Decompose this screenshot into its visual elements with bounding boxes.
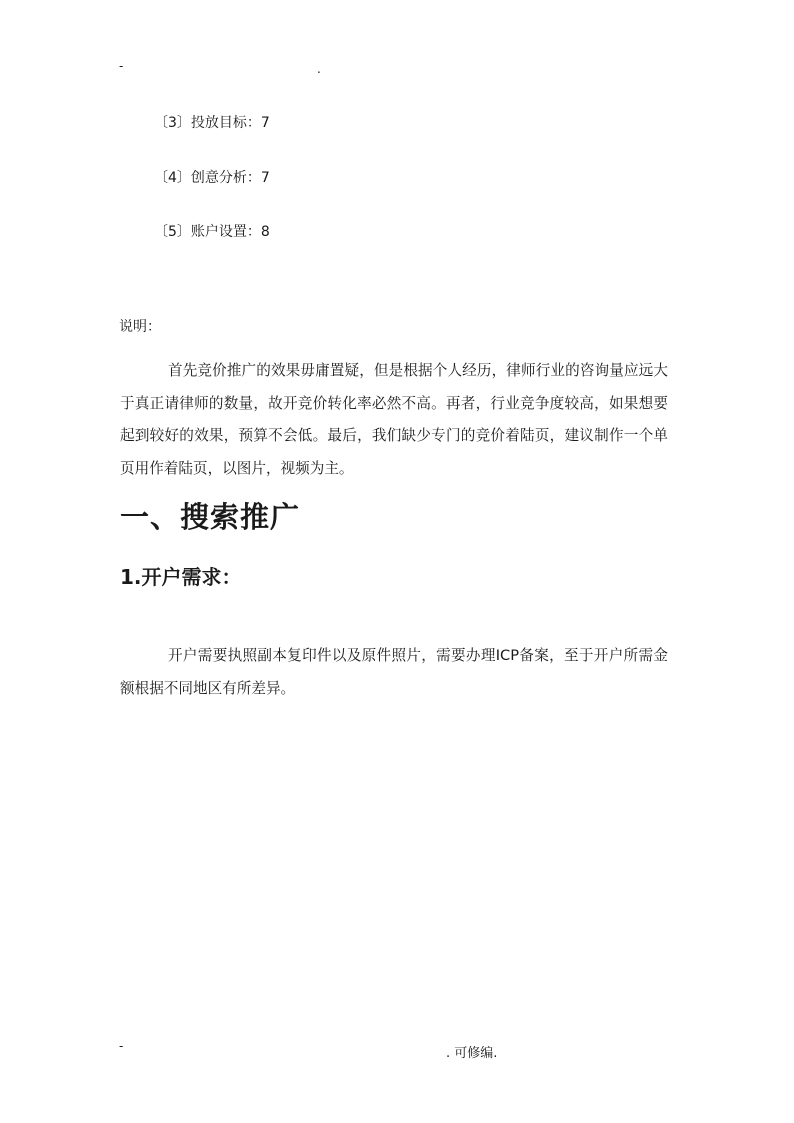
account-requirement-paragraph: 开户需要执照副本复印件以及原件照片，需要办理ICP备案，至于开户所需金额根据不同地区有所差异。 bbox=[120, 647, 668, 697]
note-label: 说明： bbox=[119, 319, 161, 335]
footer-text: . 可修编. bbox=[446, 1046, 498, 1061]
score-item-targeting: 〔3〕投放目标：7 bbox=[154, 115, 270, 131]
footer-mark: - bbox=[119, 1039, 124, 1053]
subsection-heading: 1.开户需求： bbox=[120, 565, 242, 589]
score-item-account: 〔5〕账户设置：8 bbox=[154, 224, 270, 240]
header-dot: . bbox=[317, 62, 321, 76]
score-item-creative: 〔4〕创意分析：7 bbox=[154, 170, 270, 186]
section-heading: 一、搜索推广 bbox=[120, 500, 301, 534]
note-paragraph: 首先竞价推广的效果毋庸置疑，但是根据个人经历，律师行业的咨询量应远大于真正请律师的数量，故开竞价转化率必然不高。再者，行业竞争度较高，如果想要起到较好的效果，预算不会低。最后，我们缺少专门的竞价着陆页，建议制作一个单页用作着陆页，以图片，视频为主。 bbox=[120, 362, 668, 477]
header-mark: - bbox=[119, 59, 124, 73]
